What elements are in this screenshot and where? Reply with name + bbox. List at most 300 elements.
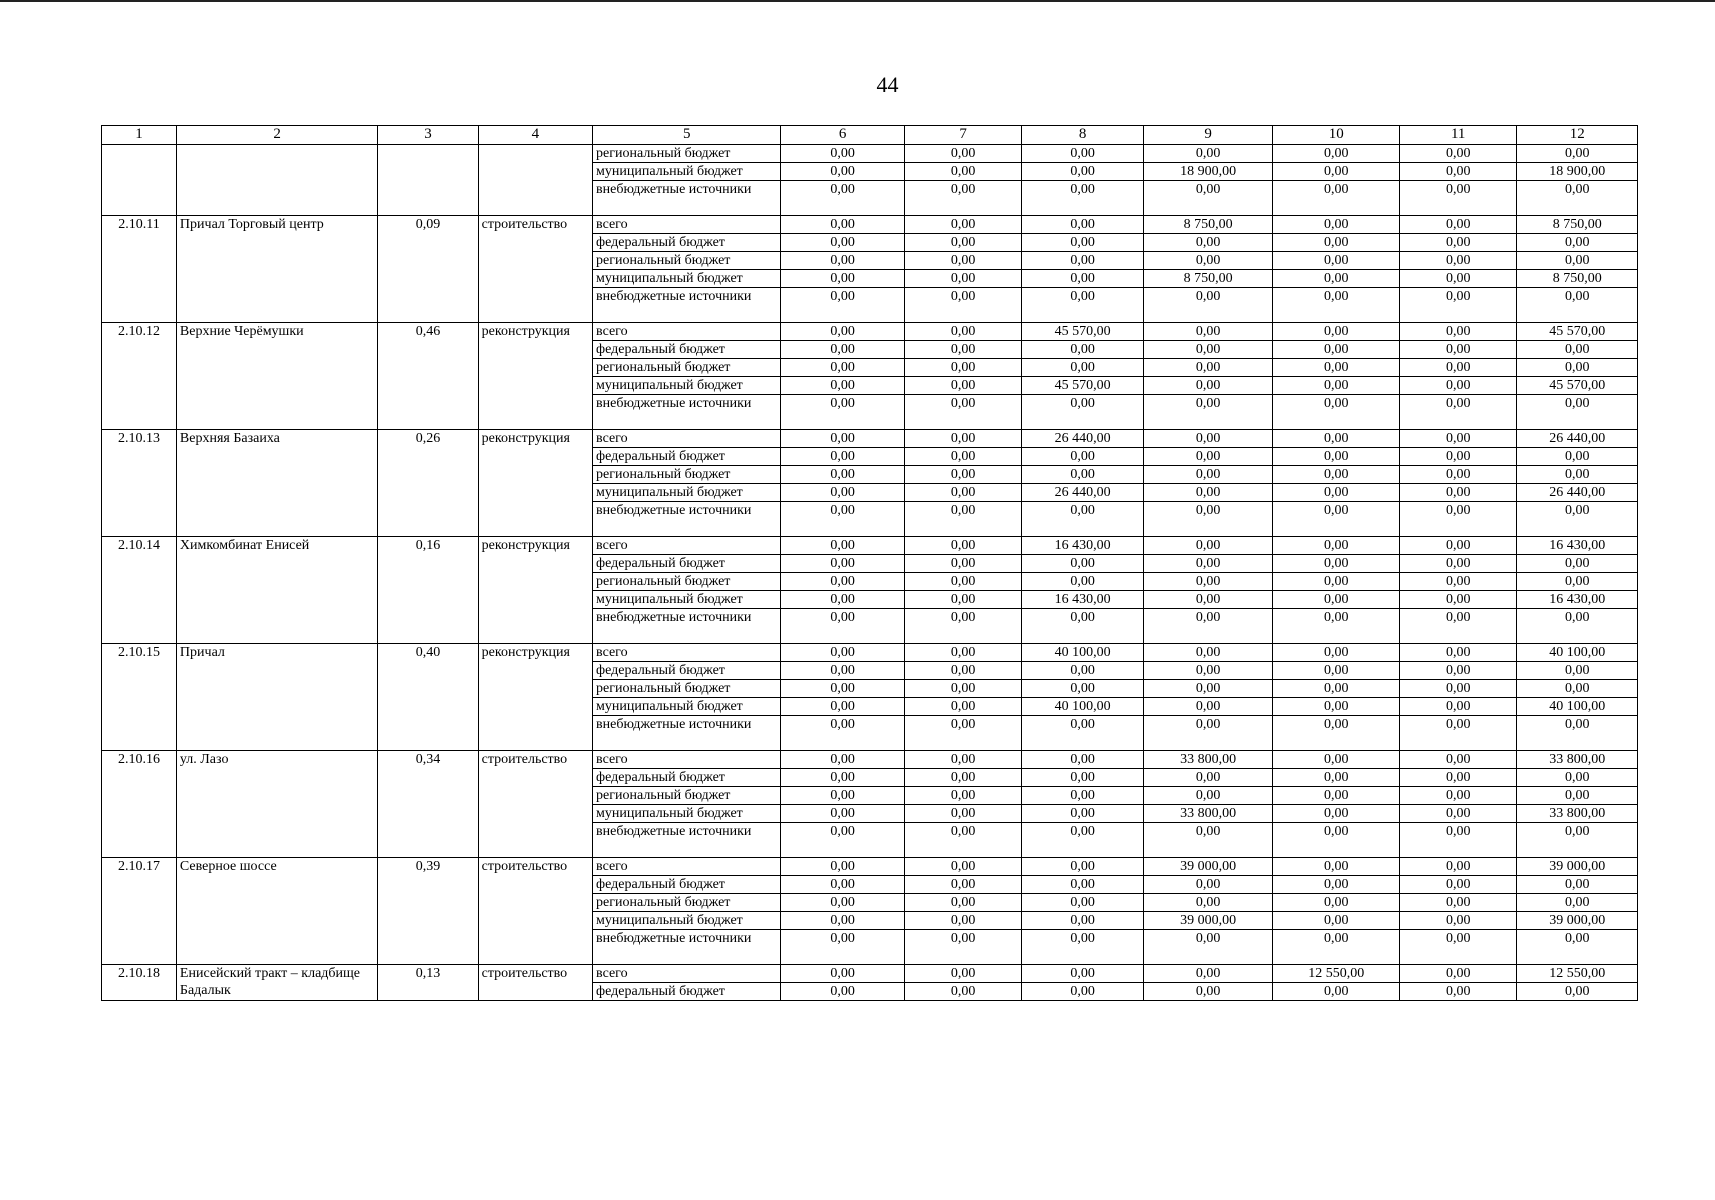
value-cell: 0,00: [781, 145, 905, 163]
value-cell: 0,00: [1399, 555, 1516, 573]
value-cell: 0,00: [1022, 341, 1144, 359]
value-cell: 0,00: [1273, 341, 1400, 359]
value-cell: 0,00: [1143, 537, 1273, 555]
value-cell: 0,00: [1517, 448, 1638, 466]
code-cell: [102, 145, 177, 216]
value-cell: 0,00: [1399, 430, 1516, 448]
value-cell: 0,00: [1022, 234, 1144, 252]
value-cell: 26 440,00: [1517, 484, 1638, 502]
value-cell: 0,00: [904, 787, 1021, 805]
value-cell: 0,00: [904, 270, 1021, 288]
column-header-10: 10: [1273, 126, 1400, 145]
value-cell: 0,00: [1273, 555, 1400, 573]
value-cell: 8 750,00: [1143, 216, 1273, 234]
value-cell: 0,00: [1517, 573, 1638, 591]
value-cell: 0,00: [904, 698, 1021, 716]
value-cell: 0,00: [1273, 930, 1400, 965]
value-cell: 0,00: [1143, 662, 1273, 680]
project-name-cell: Верхняя Базаиха: [176, 430, 377, 537]
value-cell: 0,00: [1022, 876, 1144, 894]
value-cell: 0,00: [1022, 751, 1144, 769]
funding-source-cell: внебюджетные источники: [593, 395, 781, 430]
funding-source-cell: внебюджетные источники: [593, 609, 781, 644]
value-cell: 0,00: [781, 716, 905, 751]
project-code-cell: 2.10.15: [102, 644, 177, 751]
value-cell: 0,00: [781, 609, 905, 644]
value-cell: 0,00: [1399, 252, 1516, 270]
value-cell: 0,00: [1517, 555, 1638, 573]
funding-source-cell: внебюджетные источники: [593, 716, 781, 751]
value-cell: 0,00: [1273, 430, 1400, 448]
value-cell: 0,00: [781, 787, 905, 805]
value-cell: 0,00: [904, 965, 1021, 983]
value-cell: 0,00: [1399, 751, 1516, 769]
funding-source-cell: региональный бюджет: [593, 787, 781, 805]
value-cell: 0,00: [1273, 698, 1400, 716]
project-code-cell: 2.10.14: [102, 537, 177, 644]
project-length-cell: 0,39: [378, 858, 478, 965]
value-cell: 0,00: [781, 448, 905, 466]
value-cell: 0,00: [1143, 145, 1273, 163]
value-cell: 0,00: [904, 466, 1021, 484]
funding-source-cell: федеральный бюджет: [593, 341, 781, 359]
value-cell: 0,00: [1022, 983, 1144, 1001]
value-cell: 0,00: [1399, 680, 1516, 698]
value-cell: 0,00: [904, 430, 1021, 448]
value-cell: 0,00: [904, 555, 1021, 573]
value-cell: 0,00: [1273, 288, 1400, 323]
value-cell: 0,00: [781, 983, 905, 1001]
value-cell: 0,00: [1399, 912, 1516, 930]
funding-source-cell: всего: [593, 216, 781, 234]
value-cell: 0,00: [1273, 377, 1400, 395]
project-code-cell: 2.10.13: [102, 430, 177, 537]
value-cell: 0,00: [1399, 216, 1516, 234]
value-cell: 0,00: [781, 466, 905, 484]
value-cell: 0,00: [1399, 769, 1516, 787]
value-cell: 0,00: [781, 698, 905, 716]
value-cell: 0,00: [1022, 609, 1144, 644]
value-cell: 0,00: [1517, 876, 1638, 894]
value-cell: 8 750,00: [1143, 270, 1273, 288]
project-code-cell: 2.10.12: [102, 323, 177, 430]
value-cell: 0,00: [904, 751, 1021, 769]
value-cell: 0,00: [1399, 930, 1516, 965]
project-type-cell: реконструкция: [478, 537, 592, 644]
funding-source-cell: федеральный бюджет: [593, 876, 781, 894]
value-cell: 0,00: [1022, 965, 1144, 983]
value-cell: 16 430,00: [1517, 537, 1638, 555]
value-cell: 0,00: [904, 609, 1021, 644]
value-cell: 0,00: [781, 662, 905, 680]
funding-source-cell: федеральный бюджет: [593, 662, 781, 680]
value-cell: 0,00: [1273, 805, 1400, 823]
value-cell: 0,00: [1517, 252, 1638, 270]
value-cell: 0,00: [1273, 502, 1400, 537]
value-cell: 0,00: [1143, 502, 1273, 537]
project-length-cell: 0,09: [378, 216, 478, 323]
value-cell: 26 440,00: [1022, 484, 1144, 502]
table-row: [102, 858, 1638, 876]
value-cell: 0,00: [904, 145, 1021, 163]
value-cell: 0,00: [1022, 252, 1144, 270]
value-cell: 0,00: [781, 234, 905, 252]
value-cell: 0,00: [904, 359, 1021, 377]
value-cell: 0,00: [1273, 466, 1400, 484]
column-header-1: 1: [102, 126, 177, 145]
value-cell: 0,00: [904, 823, 1021, 858]
table-row: [102, 323, 1638, 341]
value-cell: 0,00: [781, 359, 905, 377]
value-cell: 0,00: [1517, 359, 1638, 377]
value-cell: 0,00: [1273, 751, 1400, 769]
value-cell: 0,00: [1273, 591, 1400, 609]
value-cell: 0,00: [1022, 395, 1144, 430]
value-cell: 0,00: [781, 680, 905, 698]
value-cell: 0,00: [1143, 573, 1273, 591]
value-cell: 0,00: [1143, 252, 1273, 270]
budget-table-body: [102, 126, 1638, 1001]
value-cell: 0,00: [1399, 234, 1516, 252]
value-cell: 0,00: [1273, 894, 1400, 912]
funding-source-cell: всего: [593, 965, 781, 983]
value-cell: 0,00: [1143, 234, 1273, 252]
value-cell: 0,00: [1399, 894, 1516, 912]
value-cell: 0,00: [781, 751, 905, 769]
value-cell: 0,00: [1517, 145, 1638, 163]
value-cell: 0,00: [1517, 395, 1638, 430]
project-name-cell: Химкомбинат Енисей: [176, 537, 377, 644]
value-cell: 0,00: [1399, 502, 1516, 537]
value-cell: 0,00: [904, 377, 1021, 395]
value-cell: 0,00: [1273, 181, 1400, 216]
project-type-cell: строительство: [478, 965, 592, 1001]
column-header-5: 5: [593, 126, 781, 145]
value-cell: 0,00: [904, 876, 1021, 894]
column-header-3: 3: [378, 126, 478, 145]
funding-source-cell: муниципальный бюджет: [593, 591, 781, 609]
value-cell: 0,00: [1517, 466, 1638, 484]
value-cell: 0,00: [1273, 983, 1400, 1001]
value-cell: 0,00: [1273, 252, 1400, 270]
value-cell: 0,00: [1022, 466, 1144, 484]
value-cell: 18 900,00: [1143, 163, 1273, 181]
value-cell: 0,00: [1273, 537, 1400, 555]
value-cell: 0,00: [904, 395, 1021, 430]
value-cell: 0,00: [781, 537, 905, 555]
value-cell: 0,00: [904, 341, 1021, 359]
value-cell: 0,00: [781, 288, 905, 323]
value-cell: 0,00: [1517, 930, 1638, 965]
value-cell: 0,00: [781, 181, 905, 216]
funding-source-cell: федеральный бюджет: [593, 983, 781, 1001]
value-cell: 0,00: [781, 965, 905, 983]
value-cell: 0,00: [904, 716, 1021, 751]
value-cell: 0,00: [1399, 448, 1516, 466]
value-cell: 0,00: [1273, 323, 1400, 341]
value-cell: 0,00: [1399, 466, 1516, 484]
value-cell: 0,00: [781, 341, 905, 359]
value-cell: 0,00: [1022, 145, 1144, 163]
value-cell: 0,00: [1273, 163, 1400, 181]
value-cell: 0,00: [1022, 894, 1144, 912]
value-cell: 0,00: [1399, 181, 1516, 216]
value-cell: 0,00: [1143, 769, 1273, 787]
funding-source-cell: муниципальный бюджет: [593, 163, 781, 181]
value-cell: 0,00: [781, 270, 905, 288]
value-cell: 0,00: [781, 377, 905, 395]
value-cell: 39 000,00: [1517, 858, 1638, 876]
value-cell: 0,00: [1022, 448, 1144, 466]
value-cell: 45 570,00: [1022, 323, 1144, 341]
value-cell: 0,00: [1273, 787, 1400, 805]
value-cell: 0,00: [1022, 502, 1144, 537]
value-cell: 0,00: [1022, 858, 1144, 876]
value-cell: 0,00: [1022, 823, 1144, 858]
column-header-7: 7: [904, 126, 1021, 145]
project-type-cell: строительство: [478, 751, 592, 858]
value-cell: 0,00: [781, 252, 905, 270]
value-cell: 39 000,00: [1143, 858, 1273, 876]
value-cell: 40 100,00: [1517, 644, 1638, 662]
value-cell: 0,00: [1143, 680, 1273, 698]
value-cell: 0,00: [1143, 930, 1273, 965]
column-header-2: 2: [176, 126, 377, 145]
value-cell: 0,00: [1273, 769, 1400, 787]
value-cell: 45 570,00: [1517, 377, 1638, 395]
funding-source-cell: региональный бюджет: [593, 573, 781, 591]
value-cell: 0,00: [1517, 787, 1638, 805]
funding-source-cell: всего: [593, 751, 781, 769]
funding-source-cell: региональный бюджет: [593, 252, 781, 270]
value-cell: 0,00: [781, 395, 905, 430]
value-cell: 0,00: [1399, 163, 1516, 181]
funding-source-cell: муниципальный бюджет: [593, 270, 781, 288]
value-cell: 0,00: [1273, 858, 1400, 876]
value-cell: 0,00: [781, 573, 905, 591]
value-cell: 0,00: [781, 805, 905, 823]
value-cell: 8 750,00: [1517, 216, 1638, 234]
column-header-6: 6: [781, 126, 905, 145]
value-cell: 0,00: [1143, 965, 1273, 983]
value-cell: 0,00: [1517, 341, 1638, 359]
page-top-border: [0, 0, 1715, 2]
value-cell: 40 100,00: [1022, 698, 1144, 716]
value-cell: 0,00: [904, 930, 1021, 965]
value-cell: 0,00: [904, 448, 1021, 466]
value-cell: 0,00: [1273, 395, 1400, 430]
funding-source-cell: всего: [593, 858, 781, 876]
table-row: [102, 216, 1638, 234]
value-cell: 0,00: [1022, 912, 1144, 930]
funding-source-cell: внебюджетные источники: [593, 502, 781, 537]
value-cell: 0,00: [1273, 609, 1400, 644]
funding-source-cell: всего: [593, 430, 781, 448]
value-cell: 0,00: [1399, 537, 1516, 555]
value-cell: 0,00: [1399, 591, 1516, 609]
value-cell: 0,00: [1143, 395, 1273, 430]
project-length-cell: 0,40: [378, 644, 478, 751]
funding-source-cell: внебюджетные источники: [593, 288, 781, 323]
funding-source-cell: региональный бюджет: [593, 145, 781, 163]
value-cell: 0,00: [1273, 270, 1400, 288]
value-cell: 0,00: [1273, 876, 1400, 894]
value-cell: 0,00: [1517, 234, 1638, 252]
value-cell: 0,00: [1399, 484, 1516, 502]
value-cell: 0,00: [1517, 181, 1638, 216]
table-row: [102, 537, 1638, 555]
funding-source-cell: внебюджетные источники: [593, 823, 781, 858]
project-name-cell: Северное шоссе: [176, 858, 377, 965]
value-cell: 0,00: [1517, 894, 1638, 912]
value-cell: 0,00: [1143, 716, 1273, 751]
value-cell: 0,00: [1399, 858, 1516, 876]
value-cell: 0,00: [1399, 805, 1516, 823]
value-cell: 33 800,00: [1143, 805, 1273, 823]
value-cell: 0,00: [1273, 644, 1400, 662]
value-cell: 0,00: [1517, 823, 1638, 858]
value-cell: 0,00: [904, 288, 1021, 323]
value-cell: 39 000,00: [1517, 912, 1638, 930]
project-type-cell: строительство: [478, 216, 592, 323]
value-cell: 0,00: [1399, 876, 1516, 894]
value-cell: 18 900,00: [1517, 163, 1638, 181]
project-length-cell: 0,16: [378, 537, 478, 644]
value-cell: 0,00: [1143, 591, 1273, 609]
value-cell: 0,00: [1273, 680, 1400, 698]
value-cell: 33 800,00: [1143, 751, 1273, 769]
value-cell: 0,00: [1399, 377, 1516, 395]
value-cell: 0,00: [904, 252, 1021, 270]
value-cell: 0,00: [1143, 983, 1273, 1001]
value-cell: 0,00: [1273, 216, 1400, 234]
funding-source-cell: всего: [593, 537, 781, 555]
value-cell: 0,00: [1143, 609, 1273, 644]
project-type-cell: строительство: [478, 858, 592, 965]
funding-source-cell: федеральный бюджет: [593, 448, 781, 466]
value-cell: 0,00: [781, 591, 905, 609]
project-code-cell: 2.10.18: [102, 965, 177, 1001]
funding-source-cell: региональный бюджет: [593, 359, 781, 377]
value-cell: 0,00: [1399, 288, 1516, 323]
value-cell: 0,00: [1399, 323, 1516, 341]
value-cell: 0,00: [781, 555, 905, 573]
value-cell: 0,00: [1399, 787, 1516, 805]
funding-source-cell: муниципальный бюджет: [593, 698, 781, 716]
value-cell: 26 440,00: [1022, 430, 1144, 448]
value-cell: 0,00: [1143, 359, 1273, 377]
value-cell: 12 550,00: [1273, 965, 1400, 983]
value-cell: 0,00: [1517, 502, 1638, 537]
project-name-cell: Верхние Черёмушки: [176, 323, 377, 430]
value-cell: 0,00: [1143, 181, 1273, 216]
value-cell: 26 440,00: [1517, 430, 1638, 448]
value-cell: 0,00: [904, 163, 1021, 181]
value-cell: 0,00: [1517, 662, 1638, 680]
value-cell: 0,00: [1399, 823, 1516, 858]
column-header-12: 12: [1517, 126, 1638, 145]
value-cell: 0,00: [781, 484, 905, 502]
value-cell: 0,00: [1022, 288, 1144, 323]
value-cell: 0,00: [1022, 787, 1144, 805]
value-cell: 33 800,00: [1517, 805, 1638, 823]
table-header-row: [102, 126, 1638, 145]
funding-source-cell: федеральный бюджет: [593, 234, 781, 252]
value-cell: 0,00: [1399, 698, 1516, 716]
value-cell: 0,00: [1273, 234, 1400, 252]
value-cell: 0,00: [904, 591, 1021, 609]
value-cell: 0,00: [1022, 181, 1144, 216]
value-cell: 0,00: [1517, 288, 1638, 323]
table-row: [102, 751, 1638, 769]
value-cell: 0,00: [781, 823, 905, 858]
value-cell: 0,00: [904, 662, 1021, 680]
value-cell: 0,00: [1273, 145, 1400, 163]
value-cell: 0,00: [904, 502, 1021, 537]
value-cell: 0,00: [1273, 448, 1400, 466]
project-type-cell: реконструкция: [478, 323, 592, 430]
value-cell: 0,00: [1143, 430, 1273, 448]
value-cell: 0,00: [1143, 341, 1273, 359]
value-cell: 0,00: [1517, 609, 1638, 644]
value-cell: 0,00: [1273, 716, 1400, 751]
value-cell: 0,00: [904, 484, 1021, 502]
value-cell: 0,00: [1273, 662, 1400, 680]
value-cell: 0,00: [781, 858, 905, 876]
value-cell: 0,00: [1517, 769, 1638, 787]
budget-table: [101, 125, 1638, 1001]
value-cell: 0,00: [1143, 377, 1273, 395]
value-cell: 0,00: [1143, 466, 1273, 484]
value-cell: 0,00: [781, 323, 905, 341]
value-cell: 0,00: [1273, 823, 1400, 858]
project-length-cell: 0,13: [378, 965, 478, 1001]
page-number: 44: [876, 72, 899, 97]
project-type-cell: реконструкция: [478, 644, 592, 751]
value-cell: 0,00: [781, 430, 905, 448]
funding-source-cell: муниципальный бюджет: [593, 484, 781, 502]
funding-source-cell: муниципальный бюджет: [593, 912, 781, 930]
value-cell: 0,00: [1143, 555, 1273, 573]
value-cell: 16 430,00: [1022, 537, 1144, 555]
value-cell: 0,00: [904, 216, 1021, 234]
column-header-8: 8: [1022, 126, 1144, 145]
value-cell: 16 430,00: [1022, 591, 1144, 609]
value-cell: 0,00: [904, 573, 1021, 591]
funding-source-cell: муниципальный бюджет: [593, 377, 781, 395]
value-cell: 0,00: [1517, 680, 1638, 698]
value-cell: 45 570,00: [1517, 323, 1638, 341]
project-code-cell: 2.10.16: [102, 751, 177, 858]
funding-source-cell: федеральный бюджет: [593, 555, 781, 573]
value-cell: 0,00: [1022, 270, 1144, 288]
value-cell: 0,00: [1022, 930, 1144, 965]
project-length-cell: 0,46: [378, 323, 478, 430]
column-header-9: 9: [1143, 126, 1273, 145]
value-cell: 0,00: [781, 644, 905, 662]
value-cell: 0,00: [1399, 270, 1516, 288]
value-cell: 12 550,00: [1517, 965, 1638, 983]
value-cell: 0,00: [1517, 716, 1638, 751]
value-cell: 0,00: [1399, 716, 1516, 751]
value-cell: 0,00: [1022, 662, 1144, 680]
table-row: [102, 145, 1638, 163]
value-cell: 0,00: [1022, 163, 1144, 181]
length-cell: [378, 145, 478, 216]
project-name-cell: Причал Торговый центр: [176, 216, 377, 323]
value-cell: 0,00: [1022, 805, 1144, 823]
value-cell: 40 100,00: [1517, 698, 1638, 716]
